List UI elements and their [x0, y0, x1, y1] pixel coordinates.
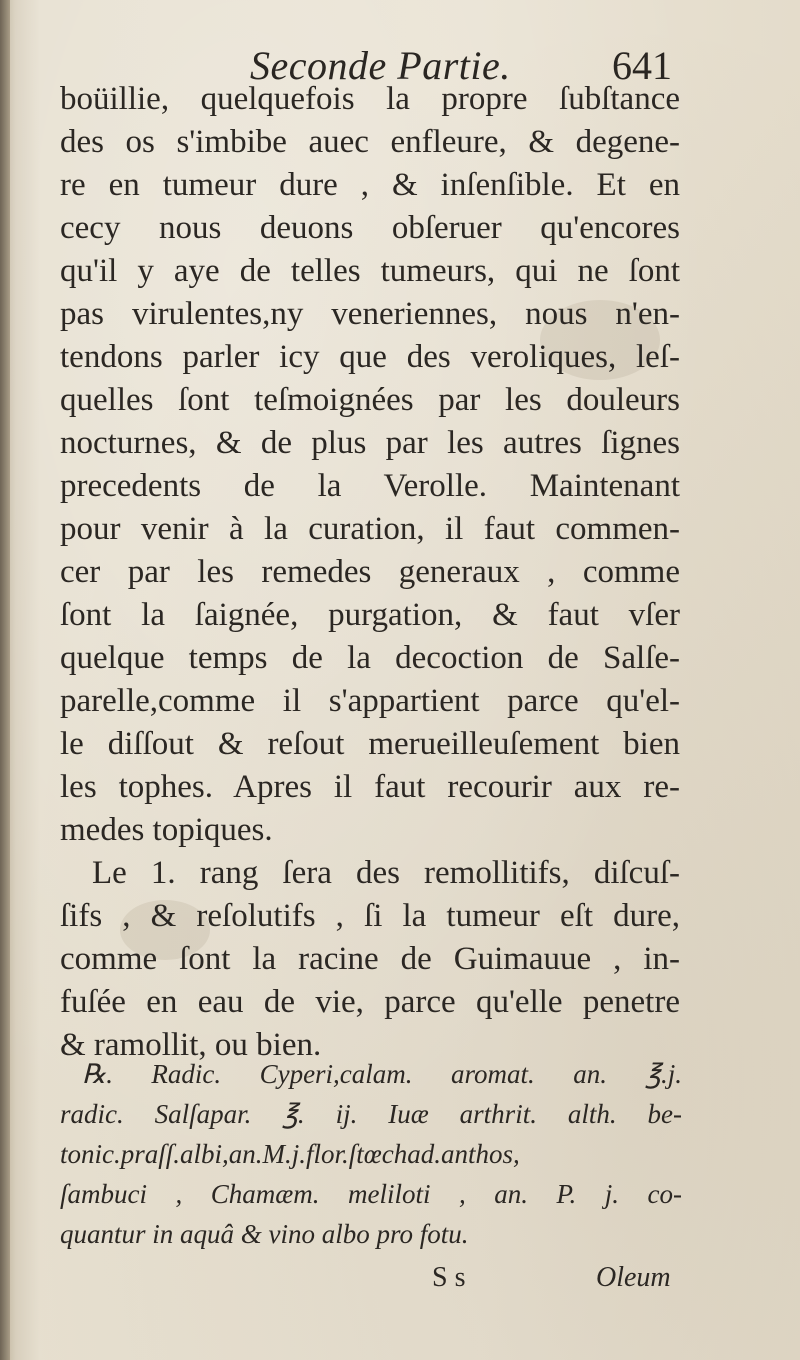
text-line: ſont la ſaignée, purgation, & faut vſer	[60, 597, 680, 633]
text-line: comme ſont la racine de Guimauue , in-	[60, 941, 680, 977]
text-line: nocturnes, & de plus par les autres ſignes	[60, 425, 680, 461]
text-line: ſifs , & reſolutifs , ſi la tumeur eſt dure,	[60, 898, 680, 934]
recipe-line: tonic.praſſ.albi,an.M.j.flor.ſtœchad.anthos,	[60, 1139, 520, 1169]
page-number: 641	[612, 43, 672, 88]
text-line: cecy nous deuons obſeruer qu'encores	[60, 210, 680, 246]
running-head-title: Seconde Partie.	[250, 43, 511, 88]
catchword: Oleum	[596, 1262, 671, 1293]
recipe-block	[60, 1054, 682, 1254]
text-line: re en tumeur dure , & inſenſible. Et en	[60, 167, 680, 203]
recipe-line: radic. Salſapar. ℥. ij. Iuæ arthrit. alth. be-	[60, 1099, 682, 1129]
text-line: precedents de la Verolle. Maintenant	[60, 468, 680, 504]
text-line: pour venir à la curation, il faut commen-	[60, 511, 680, 547]
text-line: boüillie, quelquefois la propre ſubſtance	[60, 81, 680, 117]
signature-mark: S s	[432, 1262, 466, 1293]
text-line: tendons parler icy que des veroliques, leſ-	[60, 339, 680, 375]
page-gutter	[0, 0, 10, 1360]
text-line: cer par les remedes generaux , comme	[60, 554, 680, 590]
text-line: fuſée en eau de vie, parce qu'elle penetre	[60, 984, 680, 1020]
text-line: & ramollit, ou bien.	[60, 1027, 322, 1063]
recipe-line: ℞. Radic. Cyperi,calam. aromat. an. ℥.j.	[82, 1059, 682, 1089]
text-line: quelque temps de la decoction de Salſe-	[60, 640, 680, 676]
text-line: le diſſout & reſout merueilleuſement bien	[60, 726, 680, 762]
text-line: pas virulentes,ny veneriennes, nous n'en-	[60, 296, 680, 332]
text-line: Le 1. rang ſera des remollitifs, diſcuſ-	[92, 855, 680, 891]
text-line: des os s'imbibe auec enfleure, & degene-	[60, 124, 680, 160]
text-line: les tophes. Apres il faut recourir aux re-	[60, 769, 680, 805]
text-line: qu'il y aye de telles tumeurs, qui ne ſont	[60, 253, 680, 289]
text-line: parelle,comme il s'appartient parce qu'el-	[60, 683, 680, 719]
text-line: quelles ſont teſmoignées par les douleurs	[60, 382, 680, 418]
recipe-line: quantur in aquâ & vino albo pro fotu.	[60, 1219, 469, 1249]
text-line: medes topiques.	[60, 812, 273, 848]
footer-line	[0, 1262, 800, 1302]
recipe-line: ſambuci , Chamæm. meliloti , an. P. j. co-	[60, 1179, 682, 1209]
body-text	[60, 78, 680, 1067]
